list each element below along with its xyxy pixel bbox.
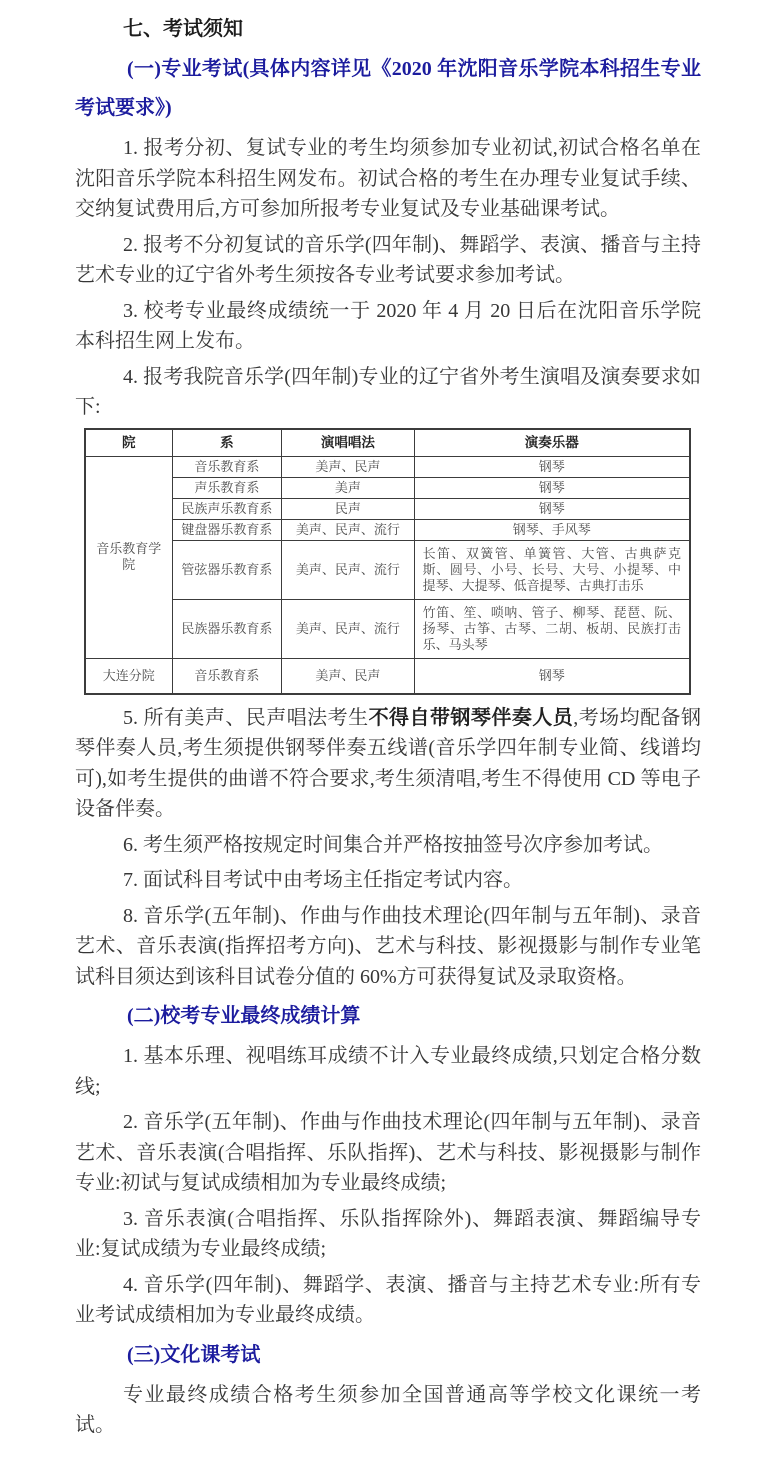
table-cell-instrument: 钢琴 bbox=[414, 658, 690, 694]
table-header-instrument: 演奏乐器 bbox=[414, 429, 690, 457]
table-cell-vocal: 美声、民声、流行 bbox=[282, 519, 414, 540]
paragraph-5-text-post: ,考场均配备钢琴伴奏人员,考生须提供钢琴伴奏五线谱(音乐学四年制专业简、线谱均可),如考生提供的曲谱不符合要求,考生须清唱,考生不得使用 CD 等电子设备伴奏。 bbox=[75, 706, 702, 820]
section-1-paragraph-2: 2. 报考不分初复试的音乐学(四年制)、舞蹈学、表演、播音与主持艺术专业的辽宁省外考生须按各专业考试要求参加考试。 bbox=[75, 233, 701, 286]
table-cell-college: 大连分院 bbox=[85, 658, 172, 694]
table-row bbox=[85, 540, 690, 599]
section-1-heading: (一)专业考试(具体内容详见《2020 年沈阳音乐学院本科招生专业考试要求》) bbox=[75, 58, 701, 119]
section-2-paragraph-3: 3. 音乐表演(合唱指挥、乐队指挥除外)、舞蹈表演、舞蹈编导专业:复试成绩为专业最终成绩; bbox=[75, 1207, 701, 1260]
paragraph-5-bold-text: 不得自带钢琴伴奏人员 bbox=[368, 706, 574, 729]
section-1-paragraph-6: 6. 考生须严格按规定时间集合并严格按抽签号次序参加考试。 bbox=[123, 833, 663, 856]
table-cell-instrument: 钢琴 bbox=[414, 456, 690, 477]
table-cell-department: 声乐教育系 bbox=[172, 477, 282, 498]
section-1-paragraph-1: 1. 报考分初、复试专业的考生均须参加专业初试,初试合格名单在沈阳音乐学院本科招生网发布。初试合格的考生在办理专业复试手续、交纳复试费用后,方可参加所报考专业复试及专业基础课考试。 bbox=[75, 137, 701, 220]
table-cell-department: 音乐教育系 bbox=[172, 658, 282, 694]
section-2-paragraph-4: 4. 音乐学(四年制)、舞蹈学、表演、播音与主持艺术专业:所有专业考试成绩相加为专业最终成绩。 bbox=[75, 1273, 701, 1326]
table-cell-vocal: 美声、民声、流行 bbox=[282, 540, 414, 599]
table-header-vocal-style: 演唱唱法 bbox=[282, 429, 414, 457]
table-header-row bbox=[85, 429, 690, 457]
table-row bbox=[85, 519, 690, 540]
table-row bbox=[85, 456, 690, 477]
vocal-instrument-requirements-table bbox=[84, 428, 691, 695]
table-header-department: 系 bbox=[172, 429, 282, 457]
table-row bbox=[85, 477, 690, 498]
table-cell-vocal: 美声、民声 bbox=[282, 456, 414, 477]
section-3-heading: (三)文化课考试 bbox=[127, 1343, 261, 1366]
table-cell-instrument: 竹笛、笙、唢呐、管子、柳琴、琵琶、阮、扬琴、古筝、古琴、二胡、板胡、民族打击乐、马头琴 bbox=[414, 599, 690, 658]
paragraph-5-text-pre: 5. 所有美声、民声唱法考生 bbox=[123, 706, 369, 729]
section-1-paragraph-3: 3. 校考专业最终成绩统一于 2020 年 4 月 20 日后在沈阳音乐学院本科招生网上发布。 bbox=[75, 299, 701, 352]
section-2-paragraph-2: 2. 音乐学(五年制)、作曲与作曲技术理论(四年制与五年制)、录音艺术、音乐表演(合唱指挥、乐队指挥)、艺术与科技、影视摄影与制作专业:初试与复试成绩相加为专业最终成绩; bbox=[75, 1111, 701, 1194]
section-2-paragraph-1: 1. 基本乐理、视唱练耳成绩不计入专业最终成绩,只划定合格分数线; bbox=[75, 1045, 701, 1098]
table-cell-instrument: 长笛、双簧管、单簧管、大管、古典萨克斯、圆号、小号、长号、大号、小提琴、中提琴、大提琴、低音提琴、古典打击乐 bbox=[414, 540, 690, 599]
section-2-heading: (二)校考专业最终成绩计算 bbox=[127, 1005, 361, 1027]
table-cell-department: 民族声乐教育系 bbox=[172, 498, 282, 519]
table-row bbox=[85, 658, 690, 694]
table-cell-vocal: 民声 bbox=[282, 498, 414, 519]
section-1-paragraph-4: 4. 报考我院音乐学(四年制)专业的辽宁省外考生演唱及演奏要求如下: bbox=[75, 365, 701, 418]
table-row bbox=[85, 498, 690, 519]
table-cell-vocal: 美声、民声、流行 bbox=[282, 599, 414, 658]
table-cell-college: 音乐教育学院 bbox=[85, 456, 172, 658]
table-cell-instrument: 钢琴、手风琴 bbox=[414, 519, 690, 540]
table-cell-department: 键盘器乐教育系 bbox=[172, 519, 282, 540]
document-title: 七、考试须知 bbox=[123, 18, 243, 40]
table-row bbox=[85, 599, 690, 658]
table-cell-instrument: 钢琴 bbox=[414, 498, 690, 519]
table-cell-vocal: 美声 bbox=[282, 477, 414, 498]
section-1-paragraph-7: 7. 面试科目考试中由考场主任指定考试内容。 bbox=[123, 869, 523, 891]
table-cell-instrument: 钢琴 bbox=[414, 477, 690, 498]
table-cell-vocal: 美声、民声 bbox=[282, 658, 414, 694]
table-cell-department: 音乐教育系 bbox=[172, 456, 282, 477]
table-header-college: 院 bbox=[85, 429, 172, 457]
section-1-paragraph-5 bbox=[75, 703, 701, 825]
table-cell-department: 管弦器乐教育系 bbox=[172, 540, 282, 599]
section-3-paragraph-1: 专业最终成绩合格考生须参加全国普通高等学校文化课统一考试。 bbox=[75, 1383, 701, 1436]
section-1-paragraph-8: 8. 音乐学(五年制)、作曲与作曲技术理论(四年制与五年制)、录音艺术、音乐表演(指挥招考方向)、艺术与科技、影视摄影与制作专业笔试科目须达到该科目试卷分值的 60%方可获得复试及录取资格。 bbox=[75, 904, 701, 988]
table-cell-department: 民族器乐教育系 bbox=[172, 599, 282, 658]
